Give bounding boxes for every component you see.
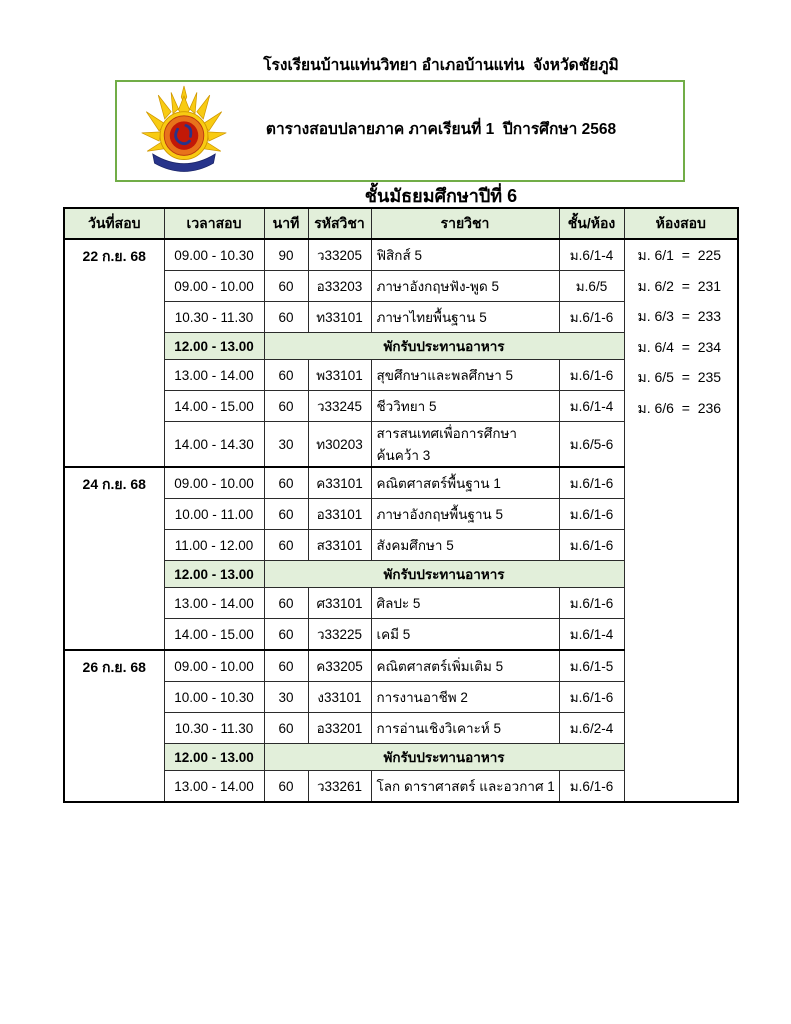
- class-group-cell: ม.6/1-6: [559, 771, 624, 803]
- subject-code-cell: พ33101: [308, 360, 371, 391]
- exam-room-assignment: ม. 6/5 = 235: [637, 369, 722, 386]
- minutes-cell: 60: [264, 713, 308, 744]
- time-cell: 09.00 - 10.00: [164, 650, 264, 682]
- time-cell: 14.00 - 15.00: [164, 619, 264, 651]
- subject-code-cell: อ33201: [308, 713, 371, 744]
- class-group-cell: ม.6/1-6: [559, 467, 624, 499]
- subject-code-cell: ง33101: [308, 682, 371, 713]
- time-cell: 13.00 - 14.00: [164, 588, 264, 619]
- subject-name-cell: ภาษาอังกฤษฟัง-พูด 5: [371, 271, 559, 302]
- exam-schedule-table: [63, 207, 739, 803]
- class-group-cell: ม.6/5: [559, 271, 624, 302]
- exam-room-assignment: ม. 6/6 = 236: [637, 399, 722, 416]
- minutes-cell: 60: [264, 619, 308, 651]
- class-group-cell: ม.6/1-4: [559, 239, 624, 271]
- exam-date-cell: 26 ก.ย. 68: [64, 650, 164, 802]
- time-cell: 10.00 - 10.30: [164, 682, 264, 713]
- minutes-cell: 30: [264, 682, 308, 713]
- time-cell: 13.00 - 14.00: [164, 771, 264, 803]
- minutes-cell: 60: [264, 588, 308, 619]
- exam-room-assignment: ม. 6/3 = 233: [637, 308, 722, 325]
- time-cell: 14.00 - 14.30: [164, 422, 264, 468]
- school-logo: [135, 85, 233, 177]
- subject-code-cell: ท33101: [308, 302, 371, 333]
- break-time-cell: 12.00 - 13.00: [164, 333, 264, 360]
- break-label-cell: พักรับประทานอาหาร: [264, 561, 624, 588]
- time-cell: 09.00 - 10.30: [164, 239, 264, 271]
- time-cell: 10.30 - 11.30: [164, 302, 264, 333]
- break-time-cell: 12.00 - 13.00: [164, 561, 264, 588]
- subject-code-cell: ค33205: [308, 650, 371, 682]
- subject-code-cell: ศ33101: [308, 588, 371, 619]
- column-header-2: นาที: [264, 208, 308, 239]
- column-header-4: รายวิชา: [371, 208, 559, 239]
- exam-date-cell: 22 ก.ย. 68: [64, 239, 164, 467]
- subject-code-cell: ว33261: [308, 771, 371, 803]
- minutes-cell: 60: [264, 530, 308, 561]
- time-cell: 09.00 - 10.00: [164, 271, 264, 302]
- column-header-5: ชั้น/ห้อง: [559, 208, 624, 239]
- class-group-cell: ม.6/1-5: [559, 650, 624, 682]
- subject-code-cell: ว33245: [308, 391, 371, 422]
- column-header-6: ห้องสอบ: [624, 208, 738, 239]
- minutes-cell: 60: [264, 391, 308, 422]
- class-group-cell: ม.6/2-4: [559, 713, 624, 744]
- subject-name-cell: ฟิสิกส์ 5: [371, 239, 559, 271]
- minutes-cell: 90: [264, 239, 308, 271]
- exam-room-assignment: ม. 6/4 = 234: [637, 338, 722, 355]
- subject-code-cell: ว33205: [308, 239, 371, 271]
- document-header: [115, 56, 685, 207]
- minutes-cell: 60: [264, 467, 308, 499]
- class-group-cell: ม.6/1-4: [559, 619, 624, 651]
- subject-name-cell: คณิตศาสตร์เพิ่มเติม 5: [371, 650, 559, 682]
- subject-name-cell: โลก ดาราศาสตร์ และอวกาศ 1: [371, 771, 559, 803]
- subject-code-cell: ส33101: [308, 530, 371, 561]
- subject-name-cell: สุขศึกษาและพลศึกษา 5: [371, 360, 559, 391]
- minutes-cell: 60: [264, 360, 308, 391]
- subject-code-cell: ว33225: [308, 619, 371, 651]
- time-cell: 09.00 - 10.00: [164, 467, 264, 499]
- break-time-cell: 12.00 - 13.00: [164, 744, 264, 771]
- subject-name-cell: ศิลปะ 5: [371, 588, 559, 619]
- subject-name-cell: การอ่านเชิงวิเคาะห์ 5: [371, 713, 559, 744]
- subject-code-cell: อ33101: [308, 499, 371, 530]
- break-label-cell: พักรับประทานอาหาร: [264, 744, 624, 771]
- minutes-cell: 60: [264, 650, 308, 682]
- exam-date-cell: 24 ก.ย. 68: [64, 467, 164, 650]
- exam-row: [64, 239, 738, 271]
- time-cell: 14.00 - 15.00: [164, 391, 264, 422]
- time-cell: 10.30 - 11.30: [164, 713, 264, 744]
- class-group-cell: ม.6/1-6: [559, 302, 624, 333]
- subject-name-cell: คณิตศาสตร์พื้นฐาน 1: [371, 467, 559, 499]
- exam-rooms-cell: [624, 239, 738, 802]
- exam-title: ตารางสอบปลายภาค ภาคเรียนที่ 1 ปีการศึกษา 2568: [265, 120, 617, 138]
- table-header-row: [64, 208, 738, 239]
- class-group-cell: ม.6/1-6: [559, 530, 624, 561]
- subject-name-cell: เคมี 5: [371, 619, 559, 651]
- column-header-1: เวลาสอบ: [164, 208, 264, 239]
- exam-room-assignment: ม. 6/2 = 231: [637, 277, 722, 294]
- subject-name-cell: สังคมศึกษา 5: [371, 530, 559, 561]
- time-cell: 11.00 - 12.00: [164, 530, 264, 561]
- class-group-cell: ม.6/1-6: [559, 588, 624, 619]
- class-group-cell: ม.6/1-6: [559, 499, 624, 530]
- school-name: โรงเรียนบ้านแท่นวิทยา อำเภอบ้านแท่น จังหวัดชัยภูมิ: [263, 56, 619, 74]
- subject-name-cell: ภาษาอังกฤษพื้นฐาน 5: [371, 499, 559, 530]
- minutes-cell: 60: [264, 771, 308, 803]
- column-header-3: รหัสวิชา: [308, 208, 371, 239]
- time-cell: 13.00 - 14.00: [164, 360, 264, 391]
- subject-name-cell: ภาษาไทยพื้นฐาน 5: [371, 302, 559, 333]
- subject-code-cell: อ33203: [308, 271, 371, 302]
- column-header-0: วันที่สอบ: [64, 208, 164, 239]
- minutes-cell: 60: [264, 302, 308, 333]
- class-level: ชั้นมัธยมศึกษาปีที่ 6: [364, 186, 518, 207]
- subject-name-cell: ชีววิทยา 5: [371, 391, 559, 422]
- class-group-cell: ม.6/5-6: [559, 422, 624, 468]
- exam-room-assignment: ม. 6/1 = 225: [637, 247, 722, 264]
- school-crest-icon: [138, 85, 230, 177]
- class-group-cell: ม.6/1-6: [559, 682, 624, 713]
- subject-code-cell: ค33101: [308, 467, 371, 499]
- break-label-cell: พักรับประทานอาหาร: [264, 333, 624, 360]
- class-group-cell: ม.6/1-4: [559, 391, 624, 422]
- subject-code-cell: ท30203: [308, 422, 371, 468]
- time-cell: 10.00 - 11.00: [164, 499, 264, 530]
- class-group-cell: ม.6/1-6: [559, 360, 624, 391]
- minutes-cell: 60: [264, 271, 308, 302]
- minutes-cell: 60: [264, 499, 308, 530]
- subject-name-cell: สารสนเทศเพื่อการศึกษาค้นคว้า 3: [371, 422, 559, 468]
- minutes-cell: 30: [264, 422, 308, 468]
- subject-name-cell: การงานอาชีพ 2: [371, 682, 559, 713]
